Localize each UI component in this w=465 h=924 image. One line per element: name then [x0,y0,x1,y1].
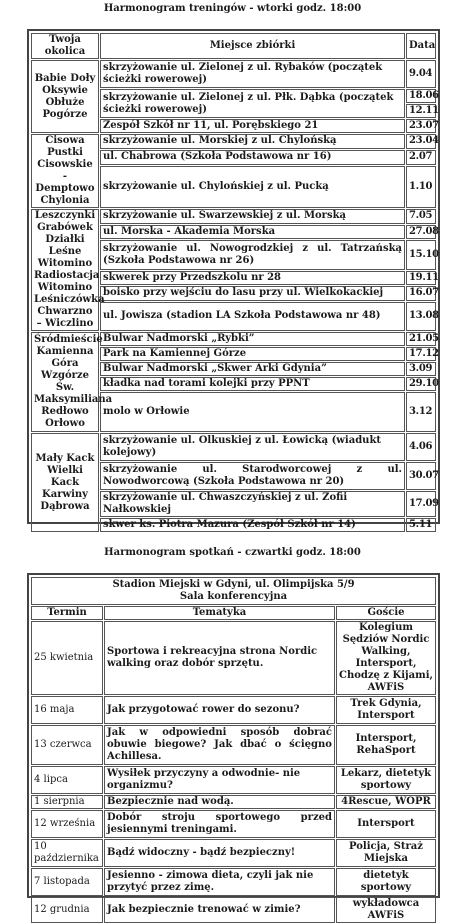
table-row [31,134,436,149]
topic-cell: Sportowa i rekreacyjna strona Nordic walking oraz dobór sprzętu. [104,621,335,695]
date-cell: 9.04 [406,60,436,88]
place-cell: boisko przy wejściu do lasu przy ul. Wielkokackiej [100,286,405,301]
table-row [31,897,436,923]
place-cell: skrzyżowanie ul. Zielonej z ul. Rybaków (początek ścieżki rowerowej) [100,60,405,88]
topic-cell: Jesienno - zimowa dieta, czyli jak nie przytyć przez zimę. [104,868,335,896]
topic-cell: Wysiłek przyczyny a odwodnie- nie organizmu? [104,766,335,794]
date-cell: 3.12 [406,392,436,432]
date-cell: 5.11 [406,518,436,532]
place-cell: skrzyżowanie ul. Starodworcowej z ul. Nowodworcową (Szkoła Podstawowa nr 20) [100,462,405,490]
place-cell: Bulwar Nadmorski „Rybki” [100,332,405,346]
guests-cell: 4Rescue, WOPR [336,795,436,809]
area-cell: Leszczynki Grabówek Działki Leśne Witomino Radiostacja Witomino Leśniczówka Chwarzno – Wiczlino [31,209,99,331]
place-cell: kładka nad torami kolejki przy PPNT [100,377,405,391]
guests-cell: Intersport, RehaSport [336,725,436,765]
place-cell: Zespół Szkół nr 11, ul. Porębskiego 21 [100,119,405,133]
area-cell: Śródmieście Kamienna Góra Wzgórze Św. Maksymiliana Redłowo Orłowo [31,332,99,432]
area-cell: Mały Kack Wielki Kack Karwiny Dąbrowa [31,433,99,532]
header-guests: Goście [336,606,436,620]
term-cell: 1 sierpnia [31,795,103,809]
place-cell: skrzyżowanie ul. Olkuskiej z ul. Łowicką (wiadukt kolejowy) [100,433,405,461]
place-cell: ul. Jowisza (stadion LA Szkoła Podstawowa nr 48) [100,302,405,331]
venue-room: Sala konferencyjna [179,591,288,602]
place-cell: Park na Kamiennej Górze [100,347,405,361]
date-cell: 7.05 [406,209,436,224]
place-cell: skwer ks. Piotra Mazura (Zespół Szkół nr 14) [100,518,405,532]
place-cell: ul. Morska - Akademia Morska [100,225,405,240]
date-cell: 2.07 [406,150,436,165]
header-term: Termin [31,606,103,620]
date-cell: 30.07 [406,462,436,490]
meetings-schedule-table [30,576,437,924]
date-cell: 23.07 [406,119,436,133]
table-header-row [31,33,436,59]
header-place: Miejsce zbiórki [100,33,405,59]
topic-cell: Jak przygotować rower do sezonu? [104,696,335,724]
term-cell: 16 maja [31,696,103,724]
date-cell: 15.10 [406,240,436,269]
place-cell: molo w Orłowie [100,392,405,432]
table-row [31,60,436,88]
place-cell: skwerek przy Przedszkolu nr 28 [100,271,405,286]
venue-cell [31,577,436,605]
date-cell: 19.11 [406,271,436,286]
table-row [31,868,436,896]
guests-cell: Policja, Straż Miejska [336,839,436,867]
topic-cell: Bądź widoczny - bądź bezpieczny! [104,839,335,867]
term-cell: 12 grudnia [31,897,103,923]
venue-name: Stadion Miejski w Gdyni, ul. Olimpijska 5/9 [112,579,355,590]
table-row [31,209,436,224]
date-cell: 21.05 [406,332,436,346]
guests-cell: Lekarz, dietetyk sportowy [336,766,436,794]
table-row [31,332,436,346]
table-row [31,725,436,765]
table-row [31,433,436,461]
date-cell: 16.07 [406,286,436,301]
topic-cell: Dobór stroju sportowego przed jesiennymi treningami. [104,810,335,838]
area-cell: Cisowa Pustki Cisowskie -Demptowo Chylonia [31,134,99,208]
date-cell: 13.08 [406,302,436,331]
table-header-row [31,606,436,620]
date-cell: 23.04 [406,134,436,149]
place-cell: skrzyżowanie ul. Zielonej z ul. Płk. Dąbka (początek ścieżki rowerowej) [100,89,405,118]
date-cell: 12.11 [406,104,436,118]
date-cell: 17.12 [406,347,436,361]
date-cell: 27.08 [406,225,436,240]
term-cell: 13 czerwca [31,725,103,765]
place-cell: skrzyżowanie ul. Chylońskiej z ul. Pucką [100,166,405,208]
date-cell: 17.09 [406,491,436,517]
header-topic: Tematyka [104,606,335,620]
date-cell: 3.09 [406,362,436,376]
meetings-schedule-title: Harmonogram spotkań - czwartki godz. 18:00 [104,547,361,558]
term-cell: 4 lipca [31,766,103,794]
guests-cell: Trek Gdynia, Intersport [336,696,436,724]
training-schedule-frame [27,29,440,530]
table-row [31,839,436,867]
training-schedule-title: Harmonogram treningów - wtorki godz. 18:00 [103,3,362,14]
topic-cell: Bezpiecznie nad wodą. [104,795,335,809]
venue-row [31,577,436,605]
table-row [31,696,436,724]
place-cell: ul. Chabrowa (Szkoła Podstawowa nr 16) [100,150,405,165]
table-row [31,621,436,695]
place-cell: skrzyżowanie ul. Chwaszczyńskiej z ul. Zofii Nałkowskiej [100,491,405,517]
guests-cell: dietetyk sportowy [336,868,436,896]
place-cell: skrzyżowanie ul. Morskiej z ul. Chylońską [100,134,405,149]
table-row [31,795,436,809]
place-cell: Bulwar Nadmorski „Skwer Arki Gdynia” [100,362,405,376]
area-cell: Babie Doły Oksywie Obłuże Pogórze [31,60,99,133]
date-cell: 4.06 [406,433,436,461]
header-area: Twoja okolica [31,33,99,59]
term-cell: 12 września [31,810,103,838]
term-cell: 10 października [31,839,103,867]
term-cell: 25 kwietnia [31,621,103,695]
guests-cell: Intersport [336,810,436,838]
term-cell: 7 listopada [31,868,103,896]
date-cell: 18.06 [406,89,436,103]
table-row [31,810,436,838]
training-schedule-table [30,32,437,533]
table-row [31,766,436,794]
guests-cell: Kolegium Sędziów Nordic Walking, Intersport, Chodzę z Kijami, AWFiS [336,621,436,695]
meetings-schedule-frame [27,573,440,921]
date-cell: 29.10 [406,377,436,391]
place-cell: skrzyżowanie ul. Swarzewskiej z ul. Morską [100,209,405,224]
place-cell: skrzyżowanie ul. Nowogrodzkiej z ul. Tatrzańską (Szkoła Podstawowa nr 26) [100,240,405,269]
topic-cell: Jak bezpiecznie trenować w zimie? [104,897,335,923]
guests-cell: wykładowca AWFiS [336,897,436,923]
topic-cell: Jak w odpowiedni sposób dobrać obuwie biegowe? Jak dbać o ścięgno Achillesa. [104,725,335,765]
header-date: Data [406,33,436,59]
date-cell: 1.10 [406,166,436,208]
